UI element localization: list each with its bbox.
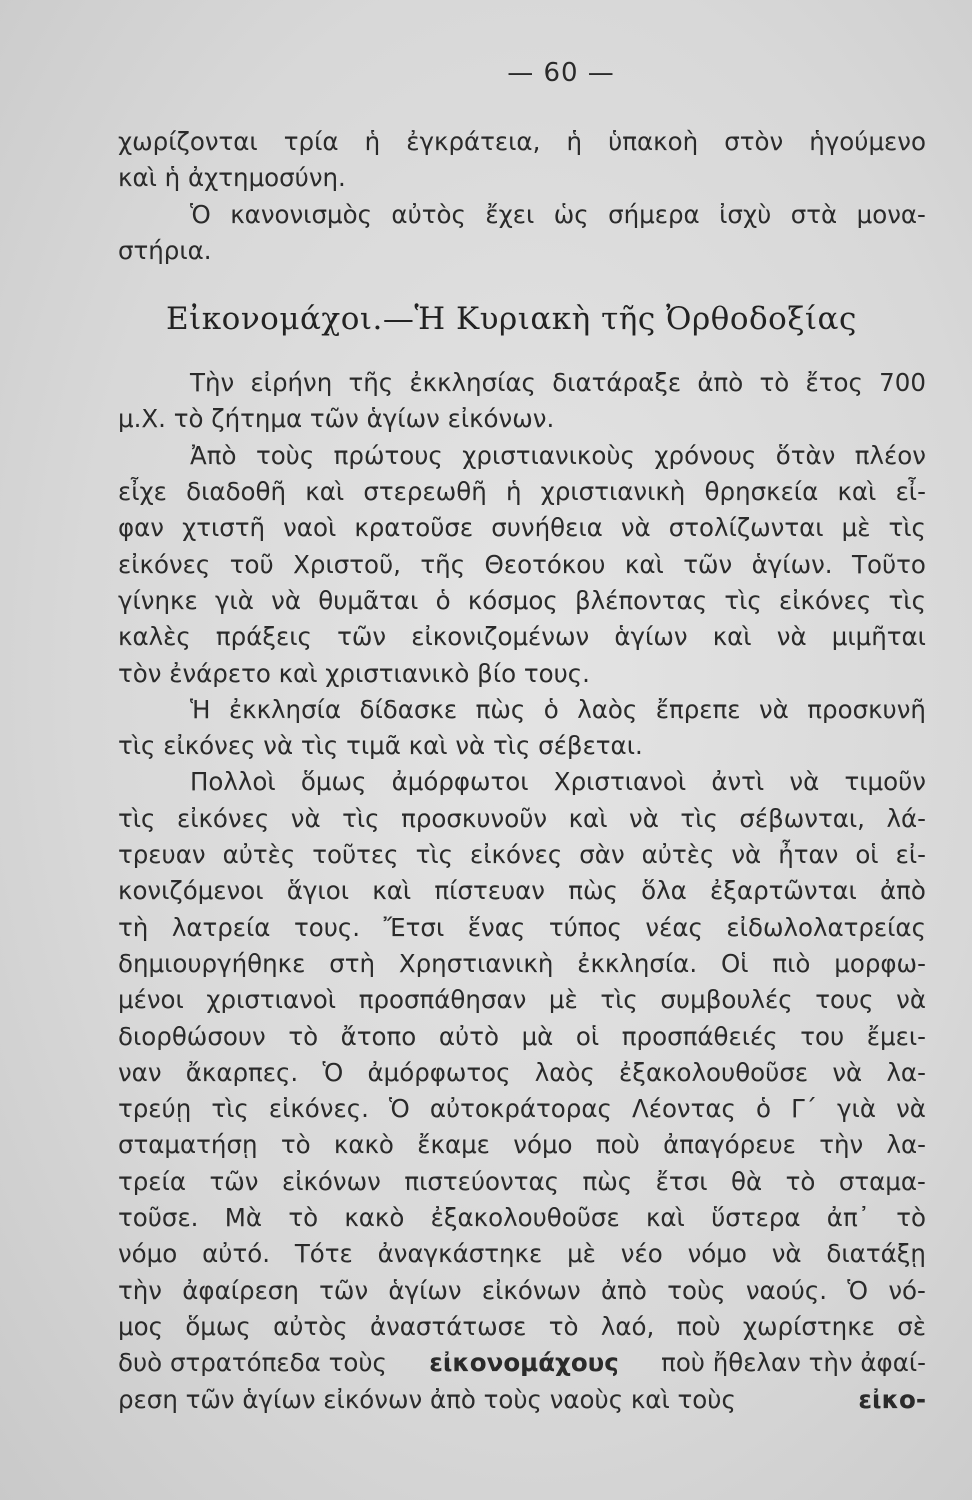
word: κόσμος (467, 585, 558, 615)
word: Ὁ (322, 1057, 344, 1087)
word: νόμο (687, 1239, 747, 1269)
word: εἰκόνες. (268, 1094, 369, 1124)
word: μονα- (856, 199, 926, 229)
word: πὼς (568, 876, 618, 906)
word: αὐτὸ (438, 1021, 499, 1051)
word: του (800, 1021, 845, 1051)
text-line (118, 1309, 926, 1345)
word: Χριστιανοὶ (553, 767, 687, 797)
word: καὶ (372, 876, 412, 906)
word: προσπάθησαν (358, 985, 527, 1015)
word: τῶν (337, 622, 387, 652)
word: θὰ (730, 1166, 763, 1196)
word: νὰ (290, 803, 321, 833)
word: εἰκόνες (779, 585, 872, 615)
word: κακὸ (333, 1130, 394, 1160)
word: νὰ (896, 985, 926, 1015)
word: ὑπακοὴ (608, 127, 699, 156)
word: Χρηστιανικὴ (398, 948, 554, 978)
word: τὸ (785, 1166, 816, 1196)
word: τὶς (211, 1094, 249, 1124)
word: ἡγούμενο (809, 127, 926, 156)
text-fragment: ρεση τῶν ἁγίων εἰκόνων ἀπὸ τοὺς ναοὺς καὶ τοὺς (118, 1384, 736, 1414)
word: 700 (879, 368, 926, 398)
word: νέας (645, 912, 703, 942)
word: μένοι (118, 985, 184, 1015)
word: ἐκκλησίας (409, 368, 536, 398)
word: λαό, (600, 1311, 655, 1341)
word: ἀφαίρεση (182, 1275, 299, 1305)
word: οἱ (575, 1021, 600, 1051)
word: νὰ (771, 1239, 802, 1269)
word: διατάξῃ (826, 1239, 926, 1269)
word: αὐτοκράτορας (429, 1094, 612, 1124)
text-line (118, 547, 926, 583)
word: λατρεία (171, 912, 271, 942)
word: ἀπ᾽ (826, 1203, 870, 1233)
text-line (118, 474, 926, 510)
word: πιστεύοντας (404, 1166, 560, 1196)
word: ἐξακολουθοῦσε (619, 1057, 809, 1087)
word: κονιζόμενοι (118, 876, 264, 906)
word: εἰ- (895, 840, 926, 870)
word: προσπάθειές (621, 1021, 778, 1051)
text-line (118, 365, 926, 401)
word: στὸν (724, 127, 784, 156)
word: τὶς (724, 585, 762, 615)
word: μὲ (841, 513, 871, 543)
word: ἁγίων (614, 622, 688, 652)
word: τῶν (319, 1275, 369, 1305)
word: λαὸς (577, 694, 638, 724)
section-heading: Εἰκονομάχοι.—Ἡ Κυριακὴ τῆς Ὀρθοδοξίας (166, 301, 857, 338)
word: προσκυνῆ (807, 694, 926, 724)
text-line (118, 801, 926, 837)
word: καὶ (837, 477, 877, 507)
word: ἡ (505, 477, 522, 507)
word: μιμῆται (831, 622, 926, 652)
word: πράξεις (215, 622, 312, 652)
word: θρησκεία (704, 477, 819, 507)
text-line: στήρια. (118, 235, 212, 265)
word: καὶ (568, 803, 608, 833)
word: μος (118, 1311, 163, 1341)
word: γίνηκε (118, 585, 198, 615)
word: Χριστοῦ, (293, 549, 401, 579)
word: τὸ (288, 1203, 319, 1233)
word: εἶχε (118, 477, 167, 507)
word: Τότε (294, 1239, 353, 1269)
word: εἰκόνων (481, 1275, 581, 1305)
text-line (118, 1127, 926, 1163)
word: τὴν (819, 1130, 864, 1160)
text-line (118, 982, 926, 1018)
word: στὴ (329, 948, 375, 978)
text-line (118, 1055, 926, 1091)
word: μορφω- (834, 948, 926, 978)
word: ἅγιοι (286, 876, 350, 906)
word: σήμερα (608, 199, 700, 229)
word: νὰ (832, 1057, 863, 1087)
word: εἰκονιζομένων (411, 622, 590, 652)
word: στολίζωνται (668, 513, 824, 543)
word: ἀντὶ (711, 767, 765, 797)
word: σέβωνται, (739, 803, 865, 833)
text-line (118, 197, 926, 233)
word: λά- (886, 803, 926, 833)
text-line (118, 1382, 926, 1418)
text-line (118, 910, 926, 946)
word: ὅμως (300, 767, 367, 797)
word: ἡ (364, 127, 381, 156)
word: τὸ (896, 1203, 926, 1233)
word: καὶ (645, 1203, 685, 1233)
text-line (118, 764, 926, 800)
word: διορθώσουν (118, 1021, 266, 1051)
word: αὐτὲς (222, 840, 296, 870)
word: Ὁ (388, 1094, 410, 1124)
text-line (118, 1019, 926, 1055)
word: Ἡ (190, 694, 211, 724)
word: τὶς (600, 985, 638, 1015)
word: φαν (118, 513, 164, 543)
word: πιὸ (772, 948, 811, 978)
word: εἰκόνες (469, 840, 563, 870)
word: βλέποντας (575, 585, 708, 615)
word: νὰ (629, 803, 659, 833)
word: αὐτὸς (273, 1311, 348, 1341)
emphasized-term: εἰκονομάχους (429, 1348, 619, 1378)
word: σὲ (897, 1311, 926, 1341)
word: ἁγίων (388, 1275, 462, 1305)
word: ἕνας (467, 912, 526, 942)
word: καλὲς (118, 622, 191, 652)
word: σταμα- (838, 1166, 926, 1196)
word: νὰ (620, 513, 651, 543)
text-line (118, 124, 926, 160)
word: ἰσχὺ (719, 199, 772, 229)
text-line: τὸν ἐνάρετο καὶ χριστιανικὸ βίο τους. (118, 658, 590, 688)
word: τὸ (280, 1130, 311, 1160)
word: ὅμως (185, 1311, 251, 1341)
text-line (118, 1236, 926, 1272)
word: Θεοτόκου (484, 549, 606, 579)
word: καὶ (305, 477, 345, 507)
text-line (118, 873, 926, 909)
word: τὸ (759, 368, 790, 398)
word: τὴ (118, 912, 149, 942)
word: δημιουργήθηκε (118, 948, 306, 978)
word: μὲ (548, 985, 578, 1015)
word: διατάραξε (552, 368, 682, 398)
word: συμβουλές (660, 985, 793, 1015)
word: τοῦτες (312, 840, 399, 870)
word: τοῦσε. (118, 1203, 199, 1233)
word: ἔκαμε (417, 1130, 490, 1160)
word: λα- (886, 1130, 926, 1160)
word: ἄτοπο (340, 1021, 417, 1051)
word: χωρίζονται (118, 127, 258, 156)
page-number: — 60 — (507, 58, 615, 88)
word: λαὸς (534, 1057, 595, 1087)
text-line (118, 1273, 926, 1309)
word: πὼς (582, 1166, 633, 1196)
word: τρία (283, 127, 339, 156)
text-line (118, 1200, 926, 1236)
word: τιμοῦν (844, 767, 926, 797)
word: τὶς (415, 840, 453, 870)
word: τῶν (683, 549, 733, 579)
word: ὁ (435, 585, 451, 615)
word: ἐξακολουθοῦσε (430, 1203, 620, 1233)
word: ποὺ (676, 1311, 721, 1341)
word: ἡ (566, 127, 582, 156)
text-line (118, 438, 926, 474)
word: ἀμόρφωτος (367, 1057, 511, 1087)
word: νὰ (271, 585, 301, 615)
word: χριστιανικὴ (540, 477, 686, 507)
word: Λέοντας (631, 1094, 736, 1124)
word: ὁ (755, 1094, 771, 1124)
word: κανονισμὸς (230, 199, 372, 229)
word: καὶ (624, 549, 664, 579)
word: ἐκκλησία. (577, 948, 698, 978)
word: γιὰ (837, 1094, 876, 1124)
word: ὡς (553, 199, 589, 229)
word: Μὰ (224, 1203, 263, 1233)
word: συνήθεια (491, 513, 603, 543)
word: ναούς. (745, 1275, 827, 1305)
word: σὰν (579, 840, 625, 870)
word: ὅτὰν (775, 440, 836, 470)
word: τὶς (888, 585, 926, 615)
word: ἦταν (778, 840, 839, 870)
text-line (118, 1345, 926, 1381)
word: σταματήσῃ (118, 1130, 258, 1160)
word: ὁ (543, 694, 559, 724)
word: πίστευαν (434, 876, 545, 906)
word: Ἔτσι (383, 912, 445, 942)
text-block (118, 124, 926, 1418)
word: κρατοῦσε (354, 513, 474, 543)
word: γιὰ (214, 585, 254, 615)
text-line (118, 583, 926, 619)
word: εἰκόνες (118, 549, 211, 579)
word: Πολλοὶ (190, 767, 276, 797)
word: τὶς (888, 513, 926, 543)
word: ἄκαρπες. (185, 1057, 299, 1087)
word: τοῦ (229, 549, 274, 579)
word: ἔπρεπε (655, 694, 741, 724)
word: τὶς (680, 803, 718, 833)
word: τοὺς (255, 440, 315, 470)
word: πλέον (854, 440, 926, 470)
word: λα- (886, 1057, 926, 1087)
word: ναοὶ (283, 513, 337, 543)
word: εἰδωλολατρείας (726, 912, 926, 942)
word: ἐξαρτῶνται (710, 876, 857, 906)
word: νὰ (776, 622, 807, 652)
word: τρευαν (118, 840, 206, 870)
emphasized-term: εἰκο- (858, 1384, 926, 1414)
word: θυμᾶται (318, 585, 419, 615)
word: νὰ (758, 694, 789, 724)
word: ἀπὸ (697, 368, 744, 398)
word: στερεωθῆ (363, 477, 487, 507)
word: τρεύῃ (118, 1094, 192, 1124)
word: τῆς (348, 368, 394, 398)
word: νό- (888, 1275, 926, 1305)
word: αὐτὸς (391, 199, 466, 229)
text-fragment: ποὺ ἤθελαν τὴν ἀφαί- (661, 1348, 926, 1378)
word: ποὺ (595, 1130, 640, 1160)
word: τους (815, 985, 874, 1015)
word: ἀναγκάστηκε (377, 1239, 543, 1269)
word: ἐγκράτεια, (406, 127, 541, 156)
word: τὶς (342, 803, 380, 833)
word: ὕστερα (711, 1203, 801, 1233)
word: Ὁ (847, 1275, 869, 1305)
word: εἰκόνες (176, 803, 270, 833)
word: τρεία (118, 1166, 186, 1196)
word: ἀπὸ (880, 876, 926, 906)
word: Ὁ (190, 199, 211, 229)
word: νὰ (731, 840, 762, 870)
text-line: τὶς εἰκόνες νὰ τὶς τιμᾶ καὶ νὰ τὶς σέβεται. (118, 731, 643, 761)
word: χριστιανοὶ (206, 985, 337, 1015)
word: καὶ (712, 622, 752, 652)
text-fragment: δυὸ στρατόπεδα τοὺς (118, 1348, 387, 1378)
word: αὐτό. (202, 1239, 270, 1269)
word: εἰρήνη (250, 368, 333, 398)
word: χτιστῆ (182, 513, 266, 543)
word: διαδοθῆ (186, 477, 287, 507)
word: μὰ (521, 1021, 554, 1051)
word: νόμο (513, 1130, 573, 1160)
word: ἀναστάτωσε (369, 1311, 527, 1341)
text-line (118, 1091, 926, 1127)
word: στὰ (790, 199, 838, 229)
word: Οἱ (720, 948, 749, 978)
word: ἔμει- (866, 1021, 926, 1051)
word: ἁγίων. (751, 549, 833, 579)
word: νόμο (118, 1239, 178, 1269)
word: ἀμόρφωτοι (391, 767, 529, 797)
text-line (118, 510, 926, 546)
word: νὰ (789, 767, 820, 797)
word: νέο (620, 1239, 663, 1269)
text-line (118, 1164, 926, 1200)
word: πὼς (475, 694, 526, 724)
word: τὴν (118, 1275, 162, 1305)
text-line (118, 619, 926, 655)
word: τῆς (420, 549, 466, 579)
word: ἔχει (485, 199, 535, 229)
word: ἔτος (805, 368, 863, 398)
word: νὰ (896, 1094, 926, 1124)
word: τὸ (288, 1021, 319, 1051)
word: Τὴν (190, 368, 235, 398)
text-line (118, 692, 926, 728)
word: Γ΄ (791, 1094, 817, 1124)
word: τὸ (548, 1311, 579, 1341)
word: αὐτὲς (641, 840, 715, 870)
word: οἱ (855, 840, 879, 870)
word: χωρίστηκε (742, 1311, 875, 1341)
word: ἔτσι (655, 1166, 708, 1196)
word: δίδασκε (359, 694, 458, 724)
word: πρώτους (333, 440, 443, 470)
word: κακὸ (344, 1203, 405, 1233)
word: τύπος (548, 912, 622, 942)
word: τὶς (118, 803, 156, 833)
word: ναν (118, 1057, 162, 1087)
word: ὅλα (641, 876, 687, 906)
word: τοὺς (667, 1275, 726, 1305)
word: εἶ- (895, 477, 926, 507)
word: προσκυνοῦν (401, 803, 548, 833)
word: ἐκκλησία (228, 694, 342, 724)
word: ἀπὸ (601, 1275, 647, 1305)
word: Ἀπὸ (190, 440, 237, 470)
word: μὲ (567, 1239, 596, 1269)
text-line: μ.Χ. τὸ ζήτημα τῶν ἁγίων εἰκόνων. (118, 404, 555, 434)
word: χριστιανικοὺς (462, 440, 635, 470)
word: χρόνους (654, 440, 757, 470)
word: ἀπαγόρευε (663, 1130, 796, 1160)
word: τῶν (209, 1166, 259, 1196)
text-line (118, 837, 926, 873)
text-line: καὶ ἡ ἀχτημοσύνη. (118, 163, 346, 193)
word: εἰκόνων (281, 1166, 381, 1196)
word: τους. (294, 912, 361, 942)
text-line (118, 946, 926, 982)
word: Τοῦτο (852, 549, 926, 579)
